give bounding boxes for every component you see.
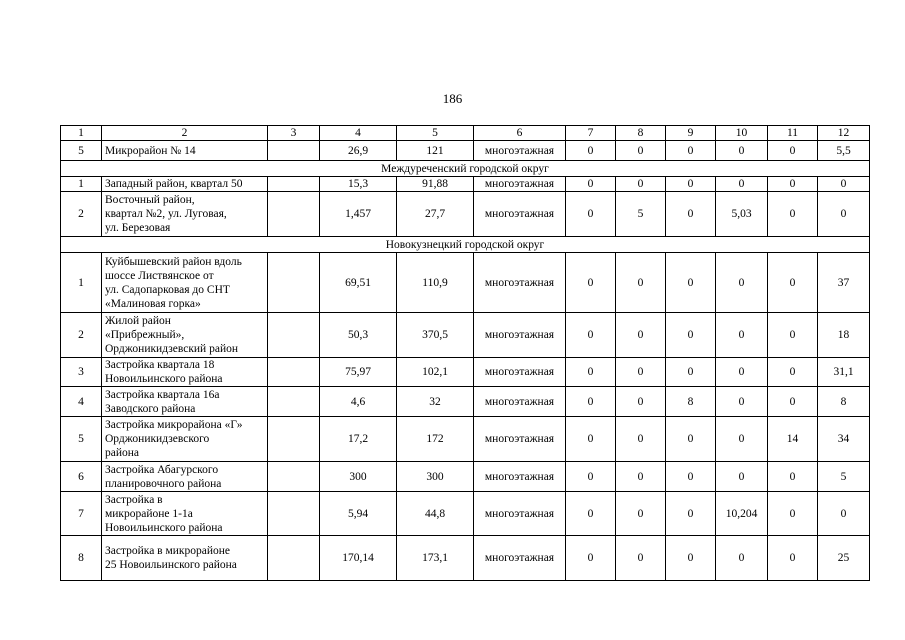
table-cell: многоэтажная [474, 192, 566, 237]
table-cell: 69,51 [320, 253, 397, 313]
row-number: 4 [61, 387, 102, 417]
table-cell: 0 [666, 417, 716, 462]
column-number: 8 [616, 126, 666, 141]
table-cell: 0 [768, 177, 818, 192]
table-cell: 0 [768, 536, 818, 581]
site-name: Восточный район, квартал №2, ул. Луговая, ул. Березовая [102, 192, 268, 237]
table-cell: 0 [716, 462, 768, 492]
site-name: Застройка в микрорайоне 1-1а Новоильинского района [102, 492, 268, 536]
table-cell: 31,1 [818, 358, 870, 387]
table-cell: 0 [716, 141, 768, 161]
table-cell: 5 [616, 192, 666, 237]
column-number: 4 [320, 126, 397, 141]
table-cell: 0 [768, 141, 818, 161]
table-cell: 0 [616, 536, 666, 581]
section-title: Междуреченский городской округ [61, 161, 870, 177]
header-row [61, 126, 870, 141]
table-cell: 0 [666, 177, 716, 192]
table-row [61, 253, 870, 313]
table-cell: 0 [566, 358, 616, 387]
table-cell: многоэтажная [474, 358, 566, 387]
section-row [61, 161, 870, 177]
table-cell [268, 492, 320, 536]
table-cell: 0 [566, 253, 616, 313]
table-cell: 37 [818, 253, 870, 313]
site-name: Застройка в микрорайоне 25 Новоильинского района [102, 536, 268, 581]
section-row [61, 237, 870, 253]
table-cell [268, 177, 320, 192]
table-row [61, 358, 870, 387]
row-number: 1 [61, 177, 102, 192]
table-row [61, 462, 870, 492]
table-cell: 0 [616, 462, 666, 492]
table-cell: 0 [716, 253, 768, 313]
table-cell: 0 [768, 358, 818, 387]
table-cell: 0 [566, 313, 616, 358]
table-cell: 0 [768, 253, 818, 313]
site-name: Западный район, квартал 50 [102, 177, 268, 192]
table-row [61, 141, 870, 161]
row-number: 8 [61, 536, 102, 581]
table-row [61, 492, 870, 536]
row-number: 6 [61, 462, 102, 492]
table-cell: 0 [566, 536, 616, 581]
table-cell: 0 [566, 177, 616, 192]
table-cell: 0 [566, 492, 616, 536]
table-cell: 0 [666, 192, 716, 237]
site-name: Застройка квартала 16а Заводского района [102, 387, 268, 417]
table-cell: 0 [666, 141, 716, 161]
table-cell: 18 [818, 313, 870, 358]
table-cell: многоэтажная [474, 313, 566, 358]
table-cell: 0 [616, 417, 666, 462]
row-number: 2 [61, 192, 102, 237]
table-cell: многоэтажная [474, 387, 566, 417]
table-cell: многоэтажная [474, 417, 566, 462]
table-cell: 14 [768, 417, 818, 462]
table-cell: 0 [768, 192, 818, 237]
table-cell: 0 [768, 387, 818, 417]
site-name: Куйбышевский район вдоль шоссе Листвянское от ул. Садопарковая до СНТ «Малиновая горка» [102, 253, 268, 313]
table-cell: 0 [616, 492, 666, 536]
section-title: Новокузнецкий городской округ [61, 237, 870, 253]
table-cell: 0 [768, 492, 818, 536]
table-cell: 0 [566, 387, 616, 417]
site-name: Застройка Абагурского планировочного района [102, 462, 268, 492]
table-cell: 0 [666, 536, 716, 581]
table-cell: 0 [666, 313, 716, 358]
column-number: 2 [102, 126, 268, 141]
table-cell: 1,457 [320, 192, 397, 237]
table-cell: 0 [818, 192, 870, 237]
table-cell: 0 [666, 462, 716, 492]
table-cell [268, 462, 320, 492]
page-number: 186 [442, 91, 463, 106]
table-cell: 0 [566, 462, 616, 492]
row-number: 1 [61, 253, 102, 313]
table-cell: 370,5 [397, 313, 474, 358]
table-cell: 110,9 [397, 253, 474, 313]
table-cell: 0 [818, 177, 870, 192]
table-row [61, 177, 870, 192]
table-row [61, 313, 870, 358]
table-row [61, 387, 870, 417]
table-cell [268, 141, 320, 161]
row-number: 2 [61, 313, 102, 358]
column-number: 3 [268, 126, 320, 141]
table-cell: 0 [666, 358, 716, 387]
table-cell: 15,3 [320, 177, 397, 192]
table-cell: 32 [397, 387, 474, 417]
table-cell: 300 [397, 462, 474, 492]
table-cell: 0 [566, 141, 616, 161]
table-cell: 0 [666, 253, 716, 313]
table-cell: 121 [397, 141, 474, 161]
table-cell: 0 [716, 313, 768, 358]
table-cell: 0 [566, 417, 616, 462]
table-cell: 0 [716, 358, 768, 387]
table-cell [268, 358, 320, 387]
row-number: 5 [61, 141, 102, 161]
table-cell: 0 [716, 536, 768, 581]
table-cell: 173,1 [397, 536, 474, 581]
table-cell: 0 [666, 492, 716, 536]
table-row [61, 192, 870, 237]
table-cell [268, 536, 320, 581]
table-cell: 0 [616, 358, 666, 387]
table-cell: 34 [818, 417, 870, 462]
table-cell: многоэтажная [474, 462, 566, 492]
table-cell: 50,3 [320, 313, 397, 358]
column-number: 11 [768, 126, 818, 141]
table-cell: многоэтажная [474, 141, 566, 161]
table-cell [268, 387, 320, 417]
site-name: Застройка микрорайона «Г» Орджоникидзевского района [102, 417, 268, 462]
table-cell: 17,2 [320, 417, 397, 462]
column-number: 7 [566, 126, 616, 141]
table-cell: 5,5 [818, 141, 870, 161]
column-number: 9 [666, 126, 716, 141]
table-cell: многоэтажная [474, 253, 566, 313]
table-row [61, 417, 870, 462]
table-cell: 75,97 [320, 358, 397, 387]
table-cell [268, 417, 320, 462]
table-cell: 5,03 [716, 192, 768, 237]
table-cell: многоэтажная [474, 536, 566, 581]
table-cell: 0 [616, 177, 666, 192]
table-cell: 27,7 [397, 192, 474, 237]
table-cell: 0 [566, 192, 616, 237]
table-cell [268, 253, 320, 313]
table-cell: 0 [818, 492, 870, 536]
table-cell: 0 [616, 387, 666, 417]
table-cell: 91,88 [397, 177, 474, 192]
table-cell: 102,1 [397, 358, 474, 387]
table-cell: 8 [666, 387, 716, 417]
column-number: 6 [474, 126, 566, 141]
table-cell [268, 313, 320, 358]
table-cell [268, 192, 320, 237]
row-number: 3 [61, 358, 102, 387]
row-number: 7 [61, 492, 102, 536]
table-cell: 0 [768, 462, 818, 492]
data-table [60, 125, 870, 581]
site-name: Жилой район «Прибрежный», Орджоникидзевский район [102, 313, 268, 358]
table-cell: 300 [320, 462, 397, 492]
table-cell: 4,6 [320, 387, 397, 417]
table-cell: 172 [397, 417, 474, 462]
table-cell: 0 [716, 387, 768, 417]
site-name: Застройка квартала 18 Новоильинского района [102, 358, 268, 387]
column-number: 12 [818, 126, 870, 141]
table-cell: 0 [616, 313, 666, 358]
column-number: 10 [716, 126, 768, 141]
column-number: 5 [397, 126, 474, 141]
table-cell: 5,94 [320, 492, 397, 536]
table-cell: 25 [818, 536, 870, 581]
table-cell: 0 [616, 253, 666, 313]
table-cell: 0 [768, 313, 818, 358]
row-number: 5 [61, 417, 102, 462]
table-cell: 44,8 [397, 492, 474, 536]
table-cell: 0 [716, 417, 768, 462]
table-row [61, 536, 870, 581]
table-cell: 0 [716, 177, 768, 192]
table-cell: многоэтажная [474, 492, 566, 536]
table-cell: 8 [818, 387, 870, 417]
site-name: Микрорайон № 14 [102, 141, 268, 161]
table-cell: 26,9 [320, 141, 397, 161]
column-number: 1 [61, 126, 102, 141]
table-cell: 5 [818, 462, 870, 492]
table-cell: 0 [616, 141, 666, 161]
table-cell: 10,204 [716, 492, 768, 536]
table-cell: 170,14 [320, 536, 397, 581]
table-cell: многоэтажная [474, 177, 566, 192]
